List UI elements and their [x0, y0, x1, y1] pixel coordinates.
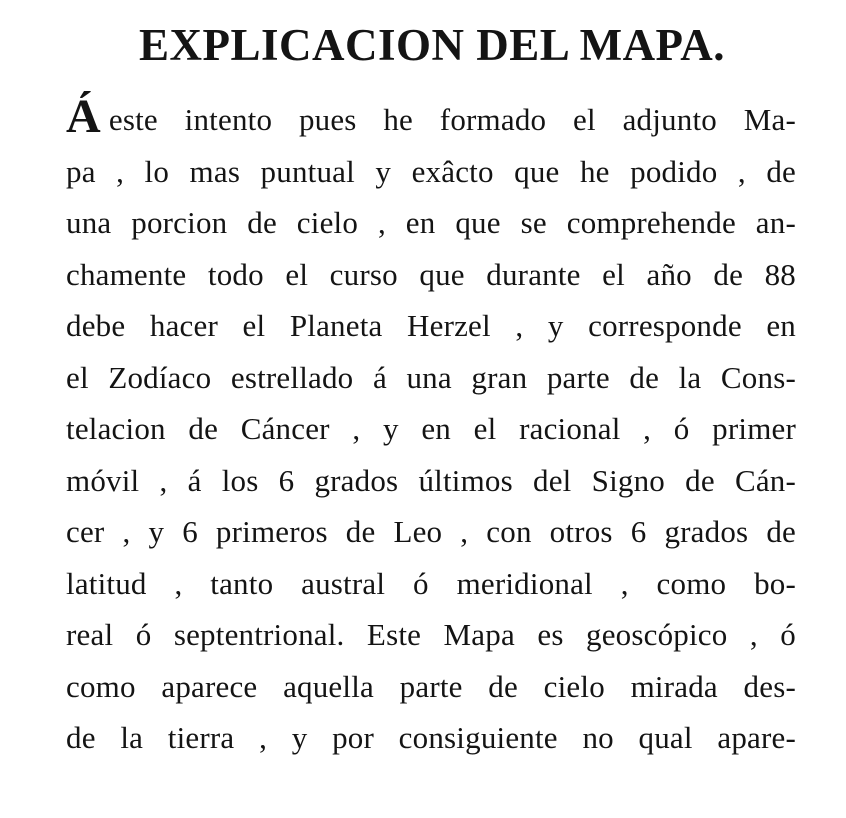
text-line-10: latitud , tanto austral ó meridional , como bo-	[66, 565, 796, 601]
text-line-1	[66, 90, 796, 146]
text-line-6: el Zodíaco estrellado á una gran parte de la Cons-	[66, 359, 796, 395]
text-line-5: debe hacer el Planeta Herzel , y corresponde en	[66, 308, 796, 343]
text-line-3: una porcion de cielo , en que se comprehende an-	[66, 205, 796, 240]
text-line-12: como aparece aquella parte de cielo mirada des-	[66, 668, 796, 704]
drop-cap: Á	[66, 90, 101, 143]
text-line-2: pa , lo mas puntual y exâcto que he podido , de	[66, 153, 796, 189]
text-line-9: cer , y 6 primeros de Leo , con otros 6 grados de	[66, 514, 796, 549]
page-title: EXPLICACION DEL MAPA.	[139, 20, 725, 70]
text-line-4: chamente todo el curso que durante el año de 88	[66, 256, 796, 292]
text-line-11: real ó septentrional. Este Mapa es geoscópico , ó	[66, 617, 796, 652]
body-paragraph	[66, 90, 796, 764]
text-line-8: móvil , á los 6 grados últimos del Signo de Cán-	[66, 462, 796, 498]
text-line-1-content: este intento pues he formado el adjunto Ma-	[108, 102, 796, 137]
text-line-7: telacion de Cáncer , y en el racional , ó primer	[66, 411, 796, 446]
text-line-13: de la tierra , y por consiguiente no qual apare-	[66, 720, 796, 755]
